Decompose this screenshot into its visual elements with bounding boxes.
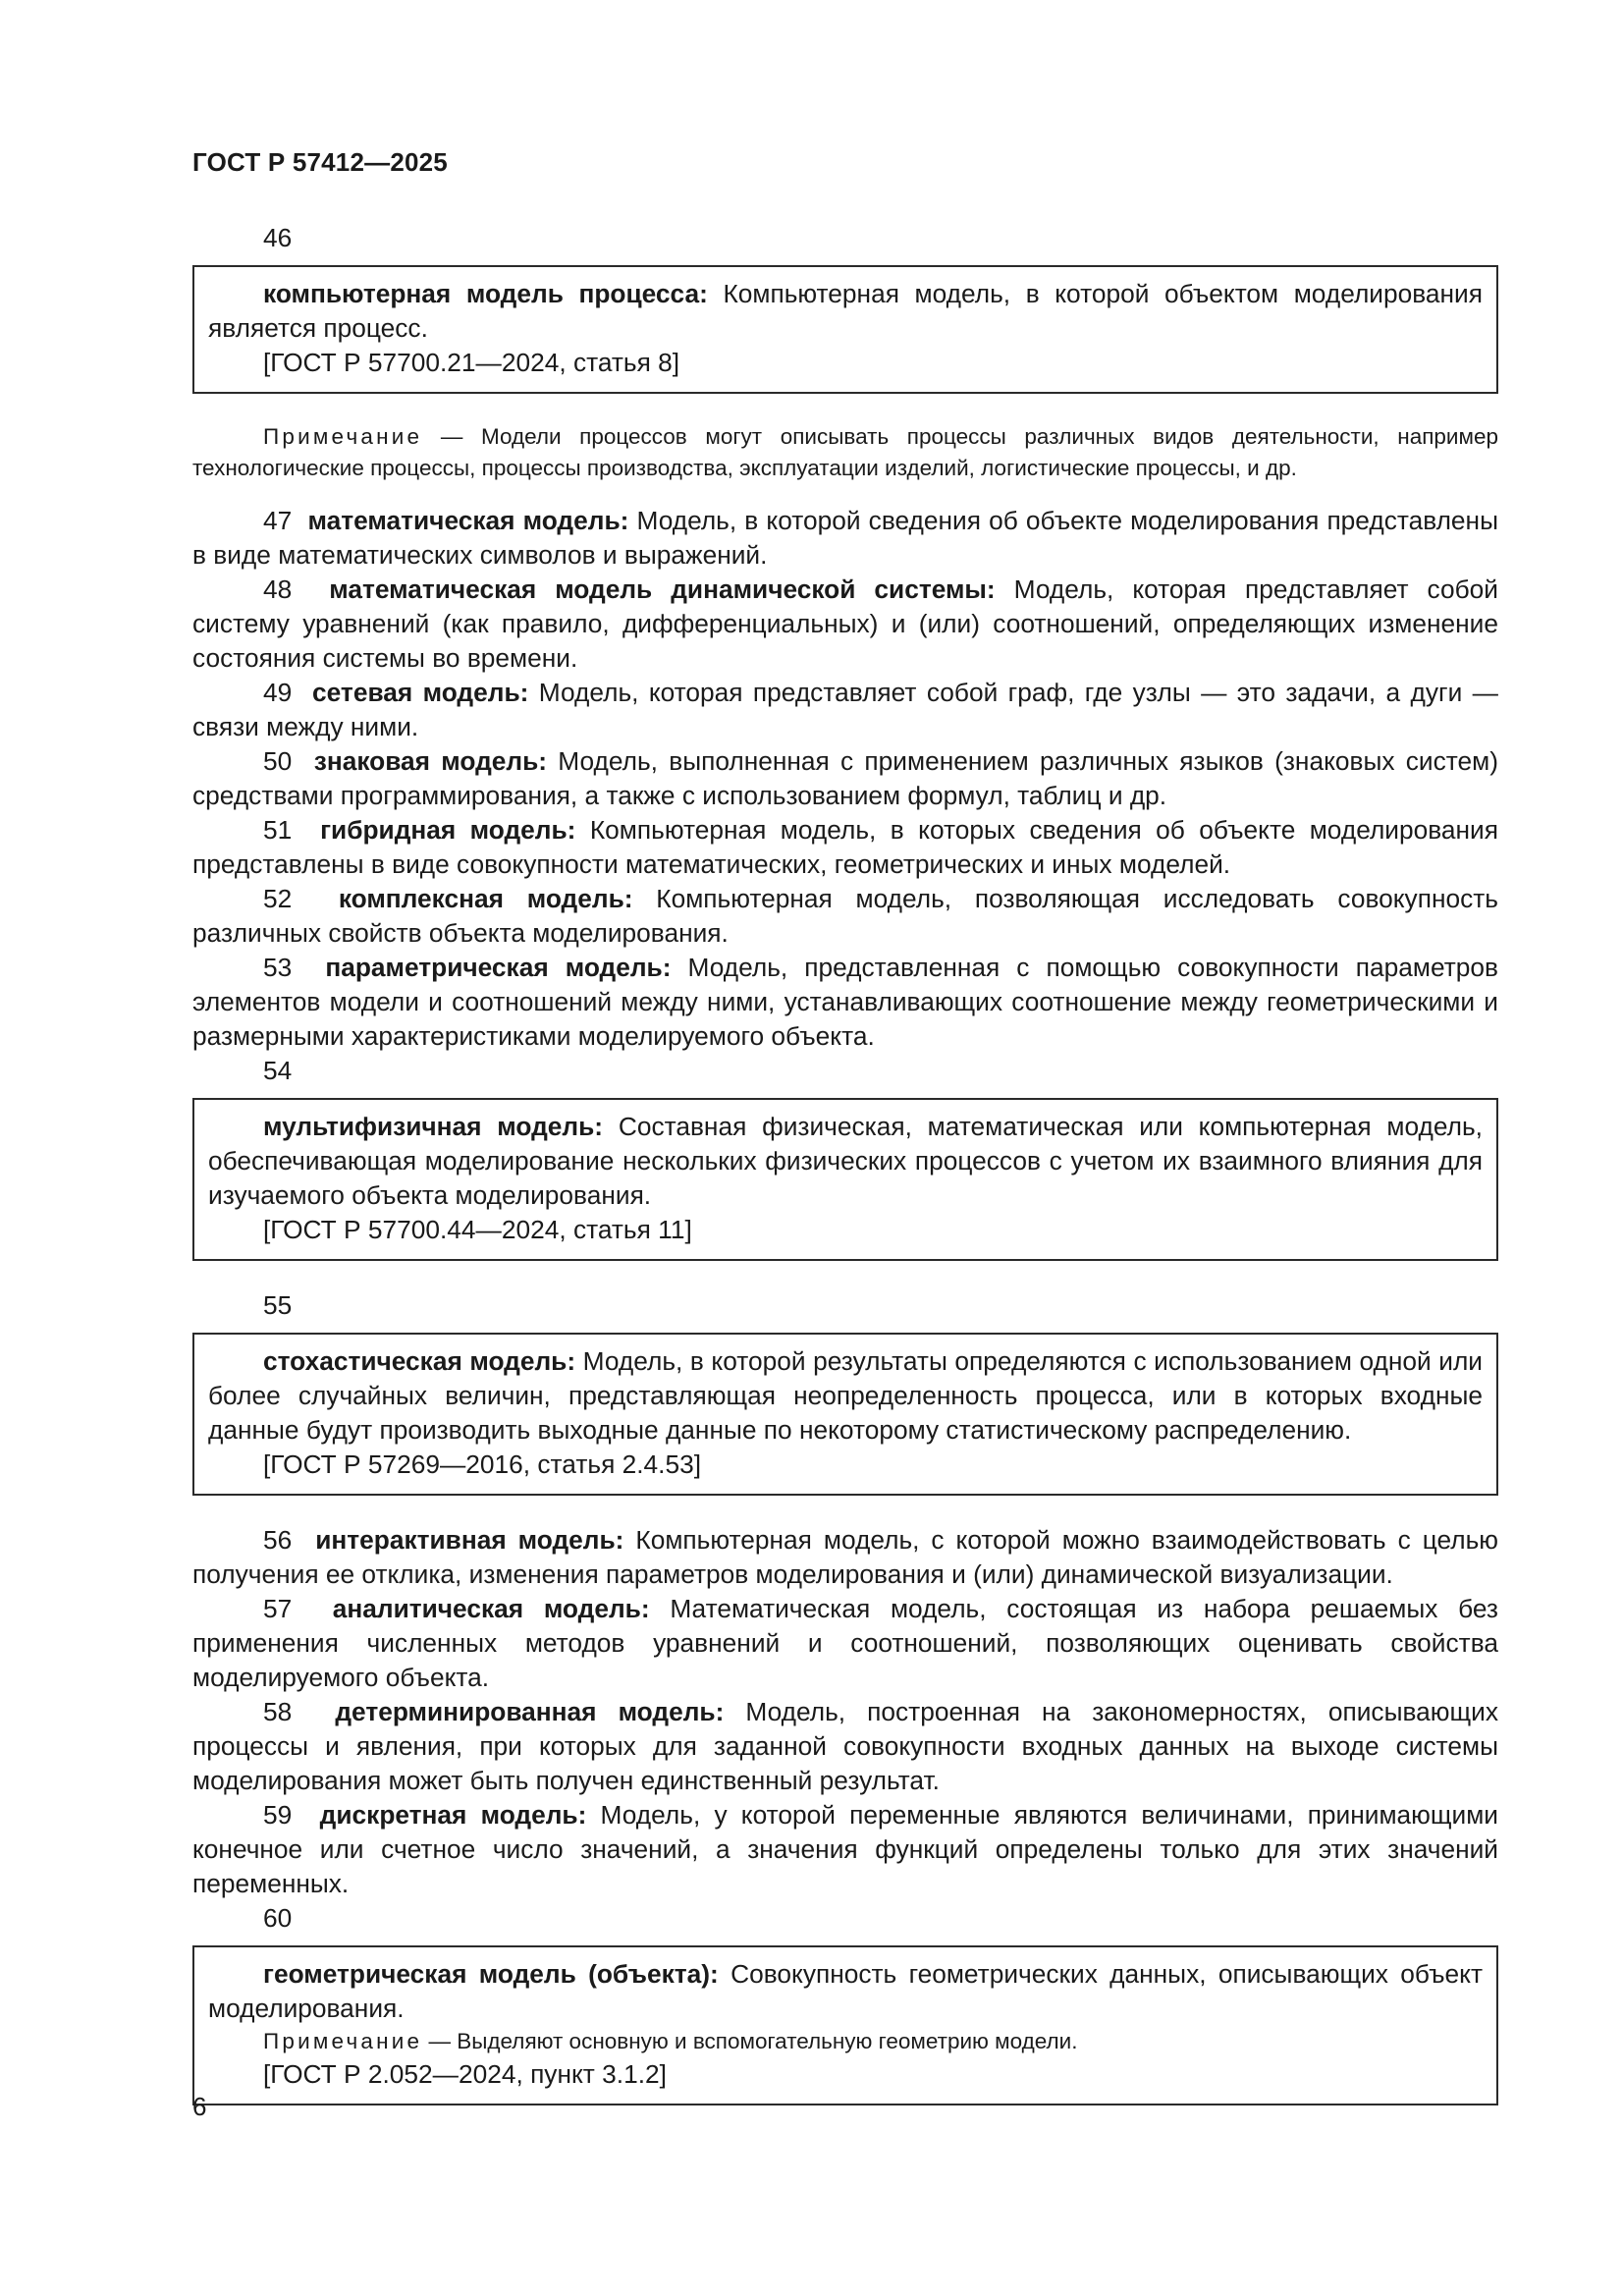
entry-number: 53 — [263, 953, 293, 982]
term-source: [ГОСТ Р 57700.44—2024, статья 11] — [263, 1215, 692, 1244]
term-name: компьютерная модель процесса: — [263, 279, 708, 308]
term-text: Совокупность геометрических данных, описывающих объект моделирования. — [208, 1959, 1483, 2023]
term-definition — [208, 1344, 1483, 1448]
term-box-46 — [192, 265, 1498, 394]
entry-number: 49 — [263, 678, 293, 707]
term-text: Компьютерная модель, позволяющая исследовать совокупность различных свойств объекта моделирования. — [192, 884, 1498, 948]
term-text: Модель, построенная на закономерностях, описывающих процессы и явления, при которых для заданной совокупности входных данных на выходе системы моделирования может быть получен единственный результат. — [192, 1697, 1498, 1795]
term-entry-51 — [192, 813, 1498, 882]
term-text: Математическая модель, состоящая из набора решаемых без применения численных методов уравнений и соотношений, позволяющих оценивать свойства моделируемого объекта. — [192, 1594, 1498, 1692]
note-text: — Выделяют основную и вспомогательную геометрию модели. — [422, 2029, 1078, 2053]
entry-number: 60 — [263, 1903, 293, 1933]
term-name: сетевая модель: — [312, 678, 529, 707]
entry-number: 54 — [263, 1056, 293, 1085]
term-name: мультифизичная модель: — [263, 1112, 604, 1141]
term-name: комплексная модель: — [338, 884, 633, 913]
document-body — [192, 221, 1498, 2111]
term-text: Модель, которая представляет собой граф, где узлы — это задачи, а дуги — связи между ними. — [192, 678, 1498, 741]
term-entry-59 — [192, 1798, 1498, 1901]
term-name: интерактивная модель: — [315, 1525, 624, 1555]
term-box-55 — [192, 1333, 1498, 1496]
term-entry-50 — [192, 744, 1498, 813]
entry-number: 51 — [263, 815, 293, 845]
entry-number: 48 — [263, 574, 293, 604]
term-name: математическая модель динамической системы: — [329, 574, 996, 604]
term-definition — [208, 277, 1483, 346]
page-number: 6 — [192, 2092, 207, 2121]
term-text: Компьютерная модель, в которой объектом моделирования является процесс. — [208, 279, 1483, 343]
term-text: Модель, представленная с помощью совокупности параметров элементов модели и соотношений между ними, устанавливающих соотношение между геометрическими и размерными характеристиками моделируемого объекта. — [192, 953, 1498, 1051]
term-source: [ГОСТ Р 57269—2016, статья 2.4.53] — [263, 1449, 702, 1479]
note-label: Примечание — [263, 2029, 423, 2053]
document-header: ГОСТ Р 57412—2025 — [192, 147, 448, 177]
entry-number: 57 — [263, 1594, 293, 1623]
term-entry-47 — [192, 504, 1498, 573]
term-text: Компьютерная модель, в которых сведения об объекте моделирования представлены в виде совокупности математических, геометрических и иных моделей. — [192, 815, 1498, 879]
term-source: [ГОСТ Р 2.052—2024, пункт 3.1.2] — [263, 2059, 667, 2089]
term-name: аналитическая модель: — [332, 1594, 650, 1623]
term-entry-48 — [192, 573, 1498, 676]
note-46 — [192, 421, 1498, 484]
term-text: Модель, которая представляет собой систему уравнений (как правило, дифференциальных) и (или) соотношений, определяющих изменение состояния системы во времени. — [192, 574, 1498, 673]
term-text: Составная физическая, математическая или компьютерная модель, обеспечивающая моделирование нескольких физических процессов с учетом их взаимного влияния для изучаемого объекта моделирования. — [208, 1112, 1483, 1210]
term-entry-58 — [192, 1695, 1498, 1798]
entry-number: 58 — [263, 1697, 293, 1726]
entry-number: 55 — [263, 1290, 293, 1320]
term-entry-57 — [192, 1592, 1498, 1695]
term-name: стохастическая модель: — [263, 1346, 576, 1376]
term-text: Модель, в которой сведения об объекте моделирования представлены в виде математических символов и выражений. — [192, 506, 1498, 570]
term-entry-56 — [192, 1523, 1498, 1592]
term-name: детерминированная модель: — [335, 1697, 725, 1726]
term-name: геометрическая модель (объекта): — [263, 1959, 719, 1989]
term-text: Модель, в которой результаты определяются с использованием одной или более случайных величин, представляющая неопределенность процесса, или в которых входные данные будут производить выходные данные по некоторому статистическому распределению. — [208, 1346, 1483, 1445]
entry-number: 56 — [263, 1525, 293, 1555]
entry-number: 52 — [263, 884, 293, 913]
term-text: Модель, у которой переменные являются величинами, принимающими конечное или счетное число значений, а значения функций определены только для этих значений переменных. — [192, 1800, 1498, 1898]
entry-number: 46 — [263, 223, 293, 252]
term-box-60 — [192, 1945, 1498, 2105]
term-source: [ГОСТ Р 57700.21—2024, статья 8] — [263, 348, 680, 377]
entry-number: 59 — [263, 1800, 293, 1830]
note-text: — Модели процессов могут описывать процессы различных видов деятельности, например технологические процессы, процессы производства, эксплуатации изделий, логистические процессы, и др. — [192, 424, 1498, 480]
term-name: дискретная модель: — [319, 1800, 587, 1830]
entry-number: 47 — [263, 506, 293, 535]
term-entry-53 — [192, 951, 1498, 1054]
term-text: Компьютерная модель, с которой можно взаимодействовать с целью получения ее отклика, изменения параметров моделирования и (или) динамической визуализации. — [192, 1525, 1498, 1589]
term-name: параметрическая модель: — [325, 953, 672, 982]
term-entry-49 — [192, 676, 1498, 744]
entry-number: 50 — [263, 746, 293, 776]
term-box-54 — [192, 1098, 1498, 1261]
term-name: гибридная модель: — [320, 815, 576, 845]
term-text: Модель, выполненная с применением различных языков (знаковых систем) средствами программирования, а также с использованием формул, таблиц и др. — [192, 746, 1498, 810]
term-entry-52 — [192, 882, 1498, 951]
term-definition — [208, 1110, 1483, 1213]
note-label: Примечание — [263, 424, 423, 449]
term-name: знаковая модель: — [313, 746, 548, 776]
spacer — [192, 1267, 1498, 1288]
term-name: математическая модель: — [307, 506, 629, 535]
term-definition — [208, 1957, 1483, 2026]
spacer — [192, 1502, 1498, 1523]
note-60 — [208, 2026, 1483, 2057]
